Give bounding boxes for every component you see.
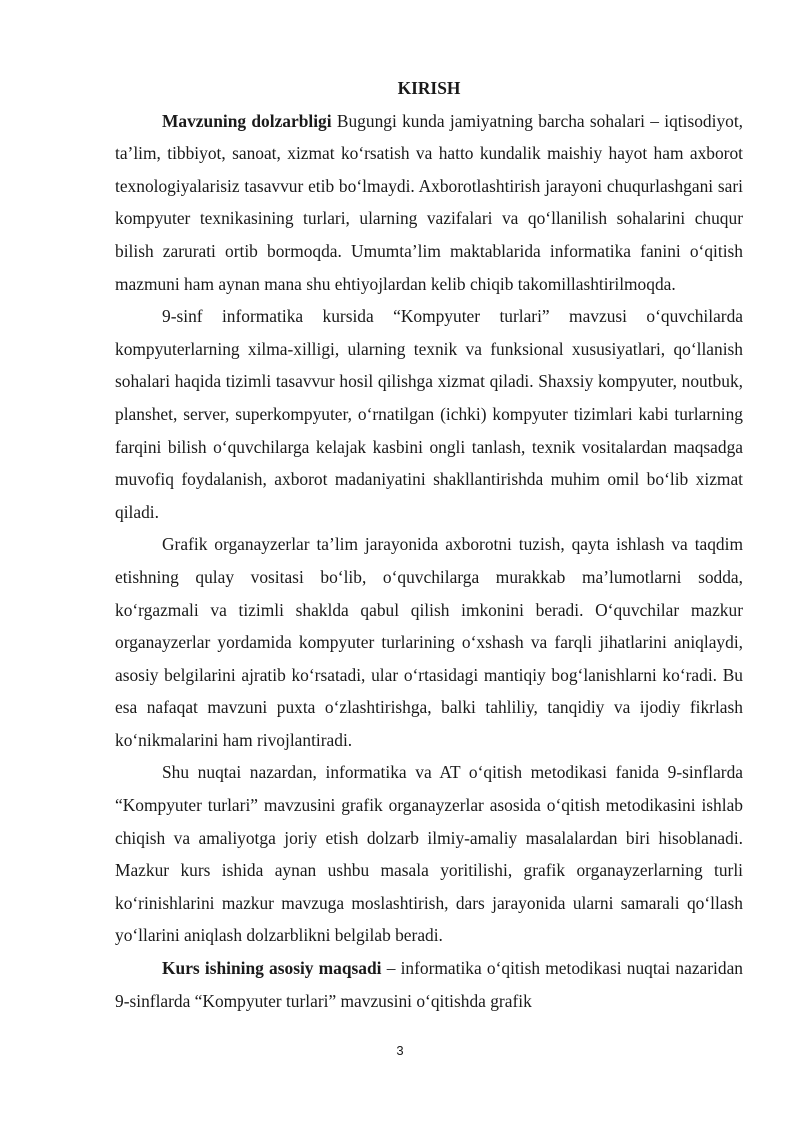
section-title: KIRISH (397, 78, 461, 98)
paragraph-methodology (115, 756, 743, 952)
paragraph-text: Grafik organayzerlar ta’lim jarayonida axborotni tuzish, qayta ishlash va taqdim etishning qulay vositasi bo‘lib, o‘quvchilarga murakkab ma’lumotlarni sodda, ko‘rgazmali va tizimli shaklda qabul qilish imkonini beradi. O‘quvchilar mazkur organayzerlar yordamida kompyuter turlarining o‘xshash va farqli jihatlarini aniqlaydi, asosiy belgilarini ajratib ko‘rsatadi, ular o‘rtasidagi mantiqiy bog‘lanishlarni ko‘radi. Bu esa nafaqat mavzuni puxta o‘zlashtirishga, balki tahliliy, tanqidiy va ijodiy fikrlash ko‘nikmalarini ham rivojlantiradi. (115, 534, 743, 750)
page-content (115, 72, 743, 1017)
paragraph-computer-types (115, 300, 743, 528)
paragraph-lead: Mavzuning dolzarbligi (162, 110, 332, 131)
paragraph-relevance (115, 105, 743, 301)
paragraph-text: Bugungi kunda jamiyatning barcha sohalari – iqtisodiyot, ta’lim, tibbiyot, sanoat, xizmat ko‘rsatish va hatto kundalik maishiy hayot ham axborot texnologiyalarisiz tasavvur etib bo‘lmaydi. Axborotlashtirish jarayoni chuqurlashgani sari kompyuter texnikasining turlari, ularning vazifalari va qo‘llanilish sohalarini chuqur bilish zarurati ortib bormoqda. Umumta’lim maktablarida informatika fanini o‘qitish mazmuni ham aynan mana shu ehtiyojlardan kelib chiqib takomillashtirilmoqda. (115, 110, 744, 294)
page-number: 3 (396, 1043, 404, 1058)
paragraph-goal (115, 952, 743, 1017)
paragraph-graphic-organizers (115, 528, 743, 756)
paragraph-text: – informatika o‘qitish metodikasi nuqtai nazaridan 9-sinflarda “Kompyuter turlari” mavzusini o‘qitishda grafik (115, 958, 743, 1011)
paragraph-lead: Kurs ishining asosiy maqsadi (162, 958, 382, 979)
paragraph-text: Shu nuqtai nazardan, informatika va AT o‘qitish metodikasi fanida 9-sinflarda “Kompyuter turlari” mavzusini grafik organayzerlar asosida o‘qitish metodikasini ishlab chiqish va amaliyotga joriy etish dolzarb ilmiy-amaliy masalalardan biri hisoblanadi. Mazkur kurs ishida aynan ushbu masala yoritilishi, grafik organayzerlarning turli ko‘rinishlarini mazkur mavzuga moslashtirish, dars jarayonida ularni samarali qo‘llash yo‘llarini aniqlash dolzarblikni belgilab beradi. (115, 762, 743, 946)
paragraph-text: 9-sinf informatika kursida “Kompyuter turlari” mavzusi o‘quvchilarda kompyuterlarning xilma-xilligi, ularning texnik va funksional xususiyatlari, qo‘llanish sohalari haqida tizimli tasavvur hosil qilishga xizmat qiladi. Shaxsiy kompyuter, noutbuk, planshet, server, superkompyuter, o‘rnatilgan (ichki) kompyuter tizimlari kabi turlarning farqini bilish o‘quvchilarga kelajak kasbini ongli tanlash, texnik vositalardan maqsadga muvofiq foydalanish, axborot madaniyatini shakllantirishda muhim omil bo‘lib xizmat qiladi. (115, 306, 743, 522)
